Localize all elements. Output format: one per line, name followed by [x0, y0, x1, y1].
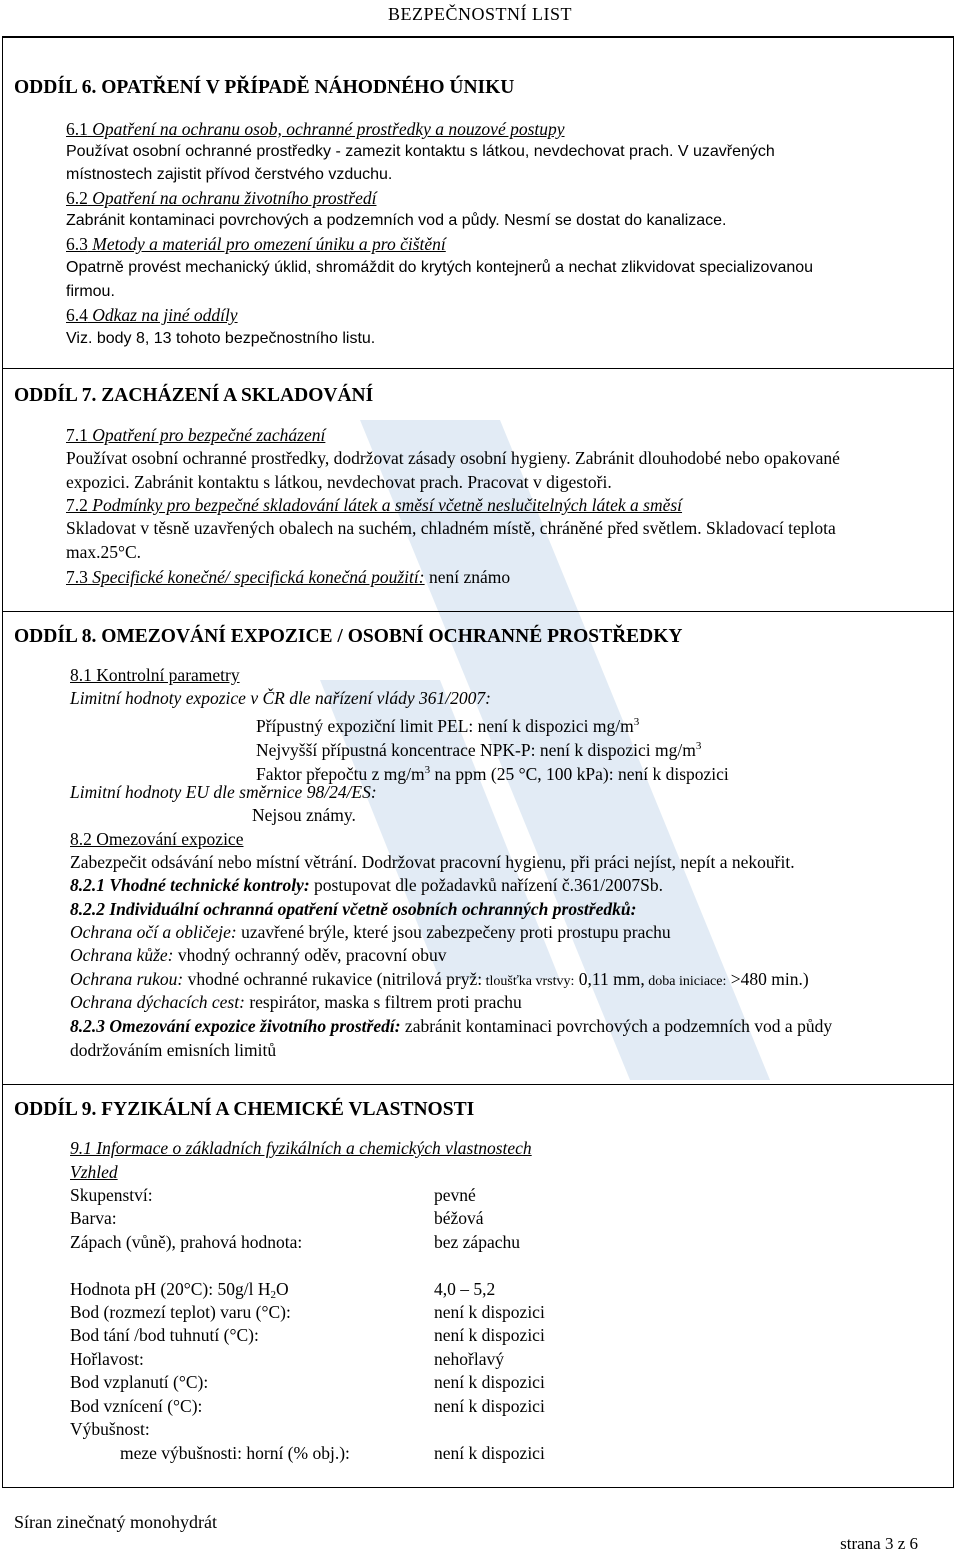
- subsection-6-2-heading: 6.2 Opatření na ochranu životního prostředí: [66, 188, 377, 208]
- respiratory-protection-line: Ochrana dýchacích cest: respirátor, maska s filtrem proti prachu: [70, 992, 522, 1012]
- paragraph-7-2-line2: max.25°C.: [66, 542, 142, 562]
- property-key-autoignition: Bod vznícení (°C):: [70, 1396, 203, 1416]
- limits-eu-value: Nejsou známy.: [252, 805, 356, 825]
- property-value-state: pevné: [434, 1185, 476, 1205]
- paragraph-6-3-line1: Opatrně provést mechanický úklid, shromáždit do krytých kontejnerů a nechat zlikvidovat specializovanou: [66, 259, 814, 276]
- subsection-8-2-3-line2: dodržováním emisních limitů: [70, 1040, 277, 1060]
- skin-protection-line: Ochrana kůže: vhodný ochranný oděv, pracovní obuv: [70, 945, 447, 965]
- paragraph-7-2-line1: Skladovat v těsně uzavřených obalech na suchém, chladném místě, chráněné před světlem. Skladovací teplota: [66, 518, 836, 538]
- property-key-flashpoint: Bod vzplanutí (°C):: [70, 1372, 209, 1392]
- subsection-6-1-heading: 6.1 Opatření na ochranu osob, ochranné prostředky a nouzové postupy: [66, 119, 565, 139]
- section-9-heading: ODDÍL 9. FYZIKÁLNÍ A CHEMICKÉ VLASTNOSTI: [14, 1099, 475, 1120]
- appearance-heading: Vzhled: [70, 1162, 118, 1182]
- paragraph-6-4: Viz. body 8, 13 tohoto bezpečnostního listu.: [66, 330, 376, 347]
- property-value-explosion-limit: není k dispozici: [434, 1443, 545, 1463]
- property-key-color: Barva:: [70, 1208, 117, 1228]
- property-key-boiling: Bod (rozmezí teplot) varu (°C):: [70, 1302, 291, 1322]
- property-value-flashpoint: není k dispozici: [434, 1372, 545, 1392]
- subsection-7-3: 7.3 Specifické konečné/ specifická konečná použití: není známo: [66, 567, 511, 587]
- paragraph-6-1-line1: Používat osobní ochranné prostředky - zamezit kontaktu s látkou, nevdechovat prach. V uzavřených: [66, 143, 775, 160]
- property-value-ph: 4,0 – 5,2: [434, 1279, 496, 1299]
- section-8-heading: ODDÍL 8. OMEZOVÁNÍ EXPOZICE / OSOBNÍ OCHRANNÉ PROSTŘEDKY: [14, 626, 683, 647]
- paragraph-7-1-line2: expozici. Zabránit kontaktu s látkou, nevdechovat prach. Pracovat v digestoři.: [66, 472, 612, 492]
- paragraph-8-2: Zabezpečit odsávání nebo místní větrání. Dodržovat pracovní hygienu, při práci nejíst, nepít a nekouřit.: [70, 852, 795, 872]
- subsection-8-2-heading: 8.2 Omezování expozice: [70, 829, 244, 849]
- property-key-state: Skupenství:: [70, 1185, 153, 1205]
- property-value-odor: bez zápachu: [434, 1232, 520, 1252]
- subsection-8-2-2-heading: 8.2.2 Individuální ochranná opatření včetně osobních ochranných prostředků:: [70, 899, 637, 919]
- subsection-6-3-heading: 6.3 Metody a materiál pro omezení úniku a pro čištění: [66, 234, 446, 254]
- npk-line: Nejvyšší přípustná koncentrace NPK-P: není k dispozici $mg/m^3$: [256, 740, 702, 760]
- subsection-8-2-3: 8.2.3 Omezování expozice životního prostředí: zabránit kontaminaci povrchových a podzemních vod a půdy: [70, 1016, 833, 1036]
- property-value-melting: není k dispozici: [434, 1325, 545, 1345]
- hand-protection-line: Ochrana rukou: vhodné ochranné rukavice (nitrilová pryž: tloušťka vrstvy: 0,11 mm, doba iniciace: >480 min.): [70, 969, 809, 989]
- subsection-8-2-1: 8.2.1 Vhodné technické kontroly: postupovat dle požadavků nařízení č.361/2007Sb.: [70, 875, 663, 895]
- paragraph-7-1-line1: Používat osobní ochranné prostředky, dodržovat zásady osobní hygieny. Zabránit dlouhodobé nebo opakované: [66, 448, 840, 468]
- property-value-autoignition: není k dispozici: [434, 1396, 545, 1416]
- property-key-ph: Hodnota pH (20°C): 50g/l $H_2O$: [70, 1279, 289, 1301]
- subsection-9-1-heading: 9.1 Informace o základních fyzikálních a chemických vlastnostech: [70, 1138, 532, 1158]
- paragraph-6-2: Zabránit kontaminaci povrchových a podzemních vod a půdy. Nesmí se dostat do kanalizace.: [66, 212, 727, 229]
- limits-eu-heading: Limitní hodnoty EU dle směrnice 98/24/ES:: [70, 782, 377, 802]
- property-value-flammability: nehořlavý: [434, 1349, 504, 1369]
- eye-protection-line: Ochrana očí a obličeje: uzavřené brýle, které jsou zabezpečeny proti prostupu prachu: [70, 922, 671, 942]
- property-key-explosion-limit: meze výbušnosti: horní (% obj.):: [120, 1443, 350, 1463]
- subsection-6-4-heading: 6.4 Odkaz na jiné oddíly: [66, 305, 238, 325]
- property-key-explosivity: Výbušnost:: [70, 1419, 150, 1439]
- subsection-7-1-heading: 7.1 Opatření pro bezpečné zacházení: [66, 425, 326, 445]
- conversion-factor-line: Faktor přepočtu z $mg/m^3$ na ppm (25 °C, 100 kPa): není k dispozici: [256, 764, 729, 784]
- document-header: BEZPEČNOSTNÍ LIST: [388, 4, 572, 24]
- footer-product-name: Síran zinečnatý monohydrát: [14, 1512, 217, 1532]
- property-key-odor: Zápach (vůně), prahová hodnota:: [70, 1232, 303, 1252]
- property-key-melting: Bod tání /bod tuhnutí (°C):: [70, 1325, 259, 1345]
- subsection-7-2-heading: 7.2 Podmínky pro bezpečné skladování látek a směsí včetně neslučitelných látek a směsí: [66, 495, 683, 515]
- property-key-flammability: Hořlavost:: [70, 1349, 144, 1369]
- paragraph-6-1-line2: místnostech zajistit přívod čerstvého vzduchu.: [66, 166, 393, 183]
- section-7-heading: ODDÍL 7. ZACHÁZENÍ A SKLADOVÁNÍ: [14, 385, 374, 406]
- limits-cz-heading: Limitní hodnoty expozice v ČR dle nařízení vlády 361/2007:: [70, 688, 491, 708]
- subsection-8-1-heading: 8.1 Kontrolní parametry: [70, 665, 240, 685]
- paragraph-6-3-line2: firmou.: [66, 283, 115, 300]
- footer-page-number: strana 3 z 6: [840, 1534, 918, 1553]
- section-6-heading: ODDÍL 6. OPATŘENÍ V PŘÍPADĚ NÁHODNÉHO ÚNIKU: [14, 77, 515, 98]
- pel-line: Přípustný expoziční limit PEL: není k dispozici $mg/m^3$: [256, 716, 640, 736]
- property-value-color: béžová: [434, 1208, 484, 1228]
- property-value-boiling: není k dispozici: [434, 1302, 545, 1322]
